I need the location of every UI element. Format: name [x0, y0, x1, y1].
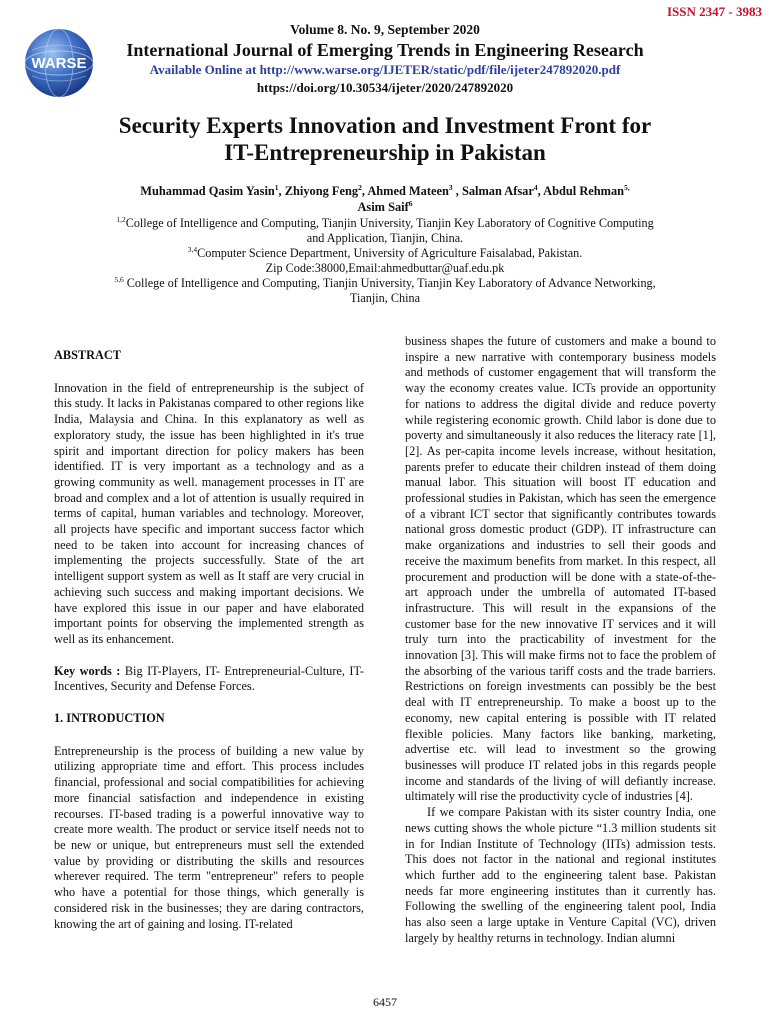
volume-info: Volume 8. No. 9, September 2020 [290, 22, 480, 37]
author-separator: , [452, 184, 462, 198]
affiliation-line: Computer Science Department, University of Agriculture Faisalabad, Pakistan. [197, 246, 583, 260]
issn-label: ISSN 2347 - 3983 [667, 4, 762, 19]
introduction-text: Entrepreneurship is the process of building a new value by utilizing appropriate time and effort. This process includes financial, professional and social compatibilities for achieving more financial satisfaction and independence in existing recourses. IT-based trading is a powerful innovative way to create more wealth. The product or service itself needs not to be new or unique, but entrepreneurs must sell the extended value by providing or distributing the skills and resources wherever required. The term "entrepreneur" refers to people who have a potential for those things, which generally is considered risk in the businesses; they are daring contractors, knowing the art of gaining and losing. IT-related [54, 743, 364, 931]
affiliation-sup: 3,4 [187, 244, 198, 254]
keywords-text: Big IT-Players, IT- Entrepreneurial-Culture, IT- Incentives, Security and Defense Forces. [54, 663, 365, 694]
title-line-2: IT-Entrepreneurship in Pakistan [224, 140, 546, 165]
affiliation-3 [60, 276, 710, 306]
available-online-link[interactable]: Available Online at http://www.warse.org/IJETER/static/pdf/file/ijeter247892020.pdf [149, 62, 621, 77]
affiliation-sup: 1,2 [116, 214, 126, 224]
affiliation-line: Tianjin, China [350, 291, 420, 305]
introduction-heading: 1. INTRODUCTION [54, 711, 165, 726]
left-column [54, 348, 364, 932]
affiliation-line: College of Intelligence and Computing, Tianjin University, Tianjin Key Laboratory of Advance Networking, [123, 276, 656, 290]
keywords-label: Key words : [54, 663, 121, 678]
abstract-text: Innovation in the field of entrepreneurship is the subject of this study. It lacks in Pakistanas compared to other regions like India, Malaysia and China. In this explanatory as well as exploratory study, the issue has been highlighted in it's true spirit and important direction for policy makers has been identified. IT is very important as a technology and as a growing community as well. management processes in IT are broad and complex and a lot of attention is usually required in terms of capital, human variables and technology. Moreover, all projects have specific and important success factor which need to be taken into account for increasing chances of implementing the projects successfully. State of the art intelligent support system as well as It staff are very crucial in achieving such success and making important decisions. We have explored this issue in our paper and have elaborated important points for observing the implemented strength as well as its enhancement. [54, 380, 364, 646]
paper-title [0, 112, 770, 166]
author-sup: 4 [533, 182, 538, 192]
author-separator: , [537, 184, 544, 198]
journal-name: International Journal of Emerging Trends in Engineering Research [126, 40, 644, 60]
author-name: Muhammad Qasim Yasin [140, 184, 275, 198]
author-sup: 2 [358, 182, 362, 192]
affiliation-1 [60, 216, 710, 246]
author-name: Ahmed Mateen [367, 184, 449, 198]
logo-text: WARSE [31, 55, 87, 72]
author-separator: , [361, 184, 368, 198]
author-sup: 6 [408, 198, 413, 208]
affiliation-line: and Application, Tianjin, China. [306, 231, 464, 245]
affiliation-sup: 5,6 [114, 274, 124, 284]
author-sup: 3 [448, 182, 453, 192]
abstract-heading: ABSTRACT [54, 348, 121, 362]
author-name: Zhiyong Feng [284, 184, 359, 198]
title-line-1: Security Experts Innovation and Investment Front for [118, 113, 652, 138]
affiliation-2 [60, 246, 710, 276]
affiliation-line: College of Intelligence and Computing, Tianjin University, Tianjin Key Laboratory of Cognitive Computing [125, 216, 654, 230]
author-separator: , [278, 184, 285, 198]
author-list [60, 183, 710, 215]
doi-link[interactable]: https://doi.org/10.30534/ijeter/2020/247892020 [256, 80, 514, 95]
page-number: 6457 [373, 995, 397, 1009]
author-name: Abdul Rehman [543, 184, 625, 198]
keywords [54, 664, 364, 695]
author-name: Salman Afsar [461, 184, 534, 198]
affiliation-line: Zip Code:38000,Email:ahmedbuttar@uaf.edu.pk [265, 261, 505, 275]
author-name: Asim Saif [357, 200, 409, 214]
author-sup: 5, [624, 182, 630, 192]
right-column [405, 334, 716, 946]
introduction-paragraph-1: business shapes the future of customers and make a bound to inspire a new narrative with contemporary business models and methods of customer engagement that will transform the way the economy creates value. ICTs provide an opportunity for nations to address the digital divide and reduce poverty while registering economic growth. Child labor is done due to poverty and simultaneously it also reduces the literacy rate [1], [2]. As per-capita income levels increase, without hesitation, parents prefer to educate their children instead of them doing manual labor. This situation will boost IT education and professional studies in Pakistan, which has seen the emergence of a vibrant ICT sector that significantly contributes towards national gross domestic product (GDP). IT infrastructure can make organizations and industries to sell their goods and receive the maximum benefits from market. In this respect, all procurement and production will be done with a state-of-the-art approach under the umbrella of automated IT-based infrastructure. This will result in the expansions of the customer base for the new innovative IT services and it will truly turn into the practicability of investment for the innovation [3]. This will make firms not to face the problem of the absorbing of the various tariff costs and the trade barriers. Restrictions on foreign investments can possibly be the best deal with IT entrepreneurship. To make a boost up to the economy, new capital entering is possible with IT related flexible policies. Many factors like banking, marketing, advertise etc. will lead to investment so the growing businesses will produce IT related jobs in this regards people income and standards of the living of will defiantly increase. ultimately will rise the productivity cycle of industries [4]. [405, 334, 716, 804]
introduction-paragraph-2: If we compare Pakistan with its sister country India, one news cutting shows the whole picture “1.3 million students sit in for Indian Institute of Technology (IITs) admission tests. This does not factor in the national and regional institutes which further add to the engineering talent base. Pakistan needs far more engineering institutes than it currently has. Following the swelling of the engineering talent pool, India has also seen a large uptake in Venture Capital (VC), driven largely by healthy returns in technology. Indian alumni [405, 805, 716, 945]
author-sup: 1 [274, 182, 279, 192]
